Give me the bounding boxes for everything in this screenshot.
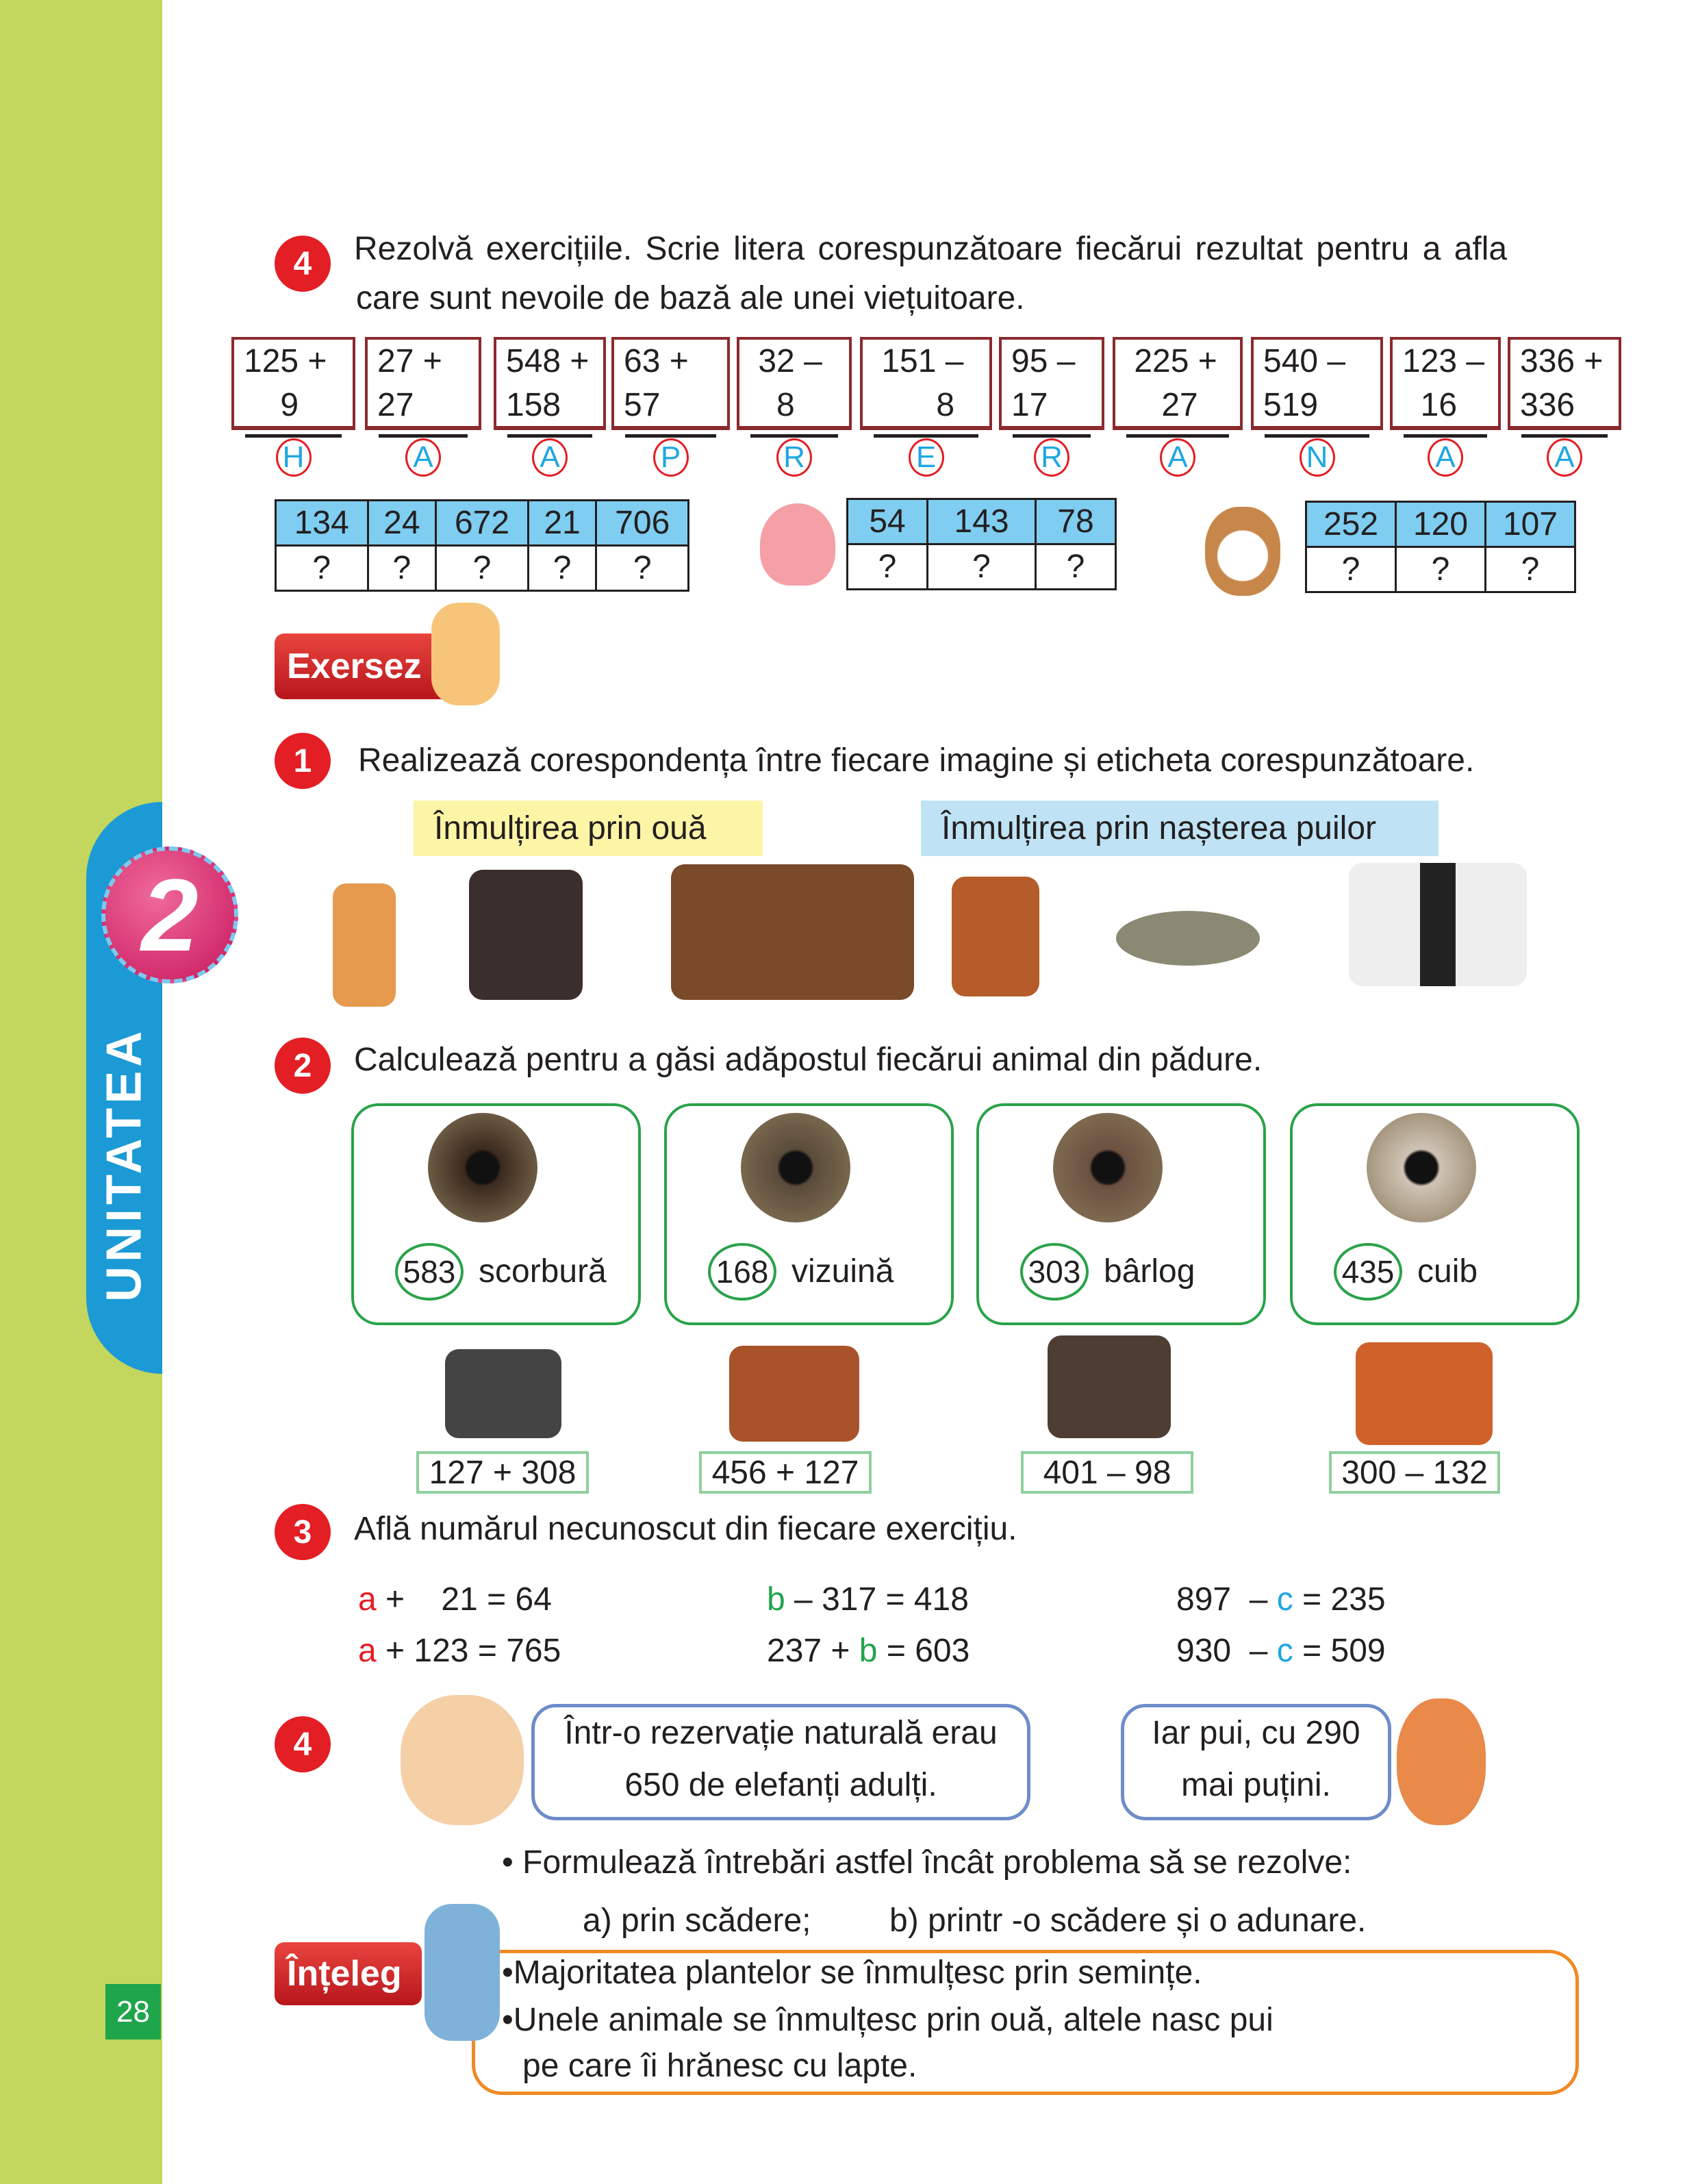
equation-text: 897 –: [1176, 1581, 1277, 1618]
summary-line: •Majoritatea plantelor se înmulțesc prin semințe.: [502, 1955, 1202, 1991]
exercise-box: [231, 337, 355, 430]
exercise-box: [494, 337, 606, 430]
shelter-card[interactable]: [664, 1103, 954, 1325]
unknown-variable: a: [358, 1633, 377, 1669]
unit-number: 2: [101, 846, 238, 983]
fox-image: [1356, 1342, 1493, 1445]
answer-table: [846, 498, 1117, 590]
speech-bubble-girl: [531, 1704, 1030, 1820]
summary-line: pe care îi hrănesc cu lapte.: [522, 2048, 917, 2084]
exercise-badge: 1: [275, 733, 331, 789]
bear-image: [1048, 1335, 1171, 1438]
shelter-number: 303: [1020, 1243, 1089, 1301]
table-cell: 134: [276, 501, 368, 546]
table-cell: 107: [1486, 502, 1575, 547]
table-row: [1306, 502, 1575, 547]
table-cell: 78: [1035, 499, 1115, 544]
exercise-bottom: 8: [749, 387, 795, 423]
answer-line[interactable]: [1265, 434, 1369, 438]
exercise-box: [1251, 337, 1383, 430]
letter-circle: E: [909, 438, 944, 477]
exercise-bottom: 17: [1011, 387, 1048, 423]
equation-text: = 235: [1293, 1581, 1386, 1618]
answer-line[interactable]: [625, 434, 716, 438]
unknown-variable: b: [767, 1581, 785, 1618]
table-row: [276, 501, 689, 546]
bubble-text: Într-o rezervație naturală erau: [564, 1715, 998, 1751]
child-writing-image: [431, 603, 500, 705]
instruction-text: Află numărul necunoscut din fiecare exercițiu.: [354, 1511, 1017, 1547]
equation-text: 930 –: [1176, 1633, 1277, 1669]
cat-image[interactable]: [333, 883, 396, 1007]
shelter-number: 583: [395, 1243, 464, 1301]
answer-cell[interactable]: ?: [368, 546, 436, 591]
speech-bubble-boy: [1121, 1704, 1391, 1820]
table-row: [848, 544, 1116, 590]
letter-circle: A: [1428, 438, 1463, 477]
label-eggs[interactable]: Înmulțirea prin ouă: [414, 801, 763, 856]
bubble-text: mai puțini.: [1181, 1767, 1331, 1803]
instruction-text: care sunt nevoile de bază ale unei viețuitoare.: [356, 280, 1025, 316]
table-row: [1306, 547, 1575, 592]
exercise-top: 125 +: [244, 343, 327, 379]
table-cell: 706: [596, 501, 689, 546]
equation: [358, 1632, 561, 1670]
letter-circle: H: [276, 438, 312, 477]
letter-circle: A: [532, 438, 568, 477]
letter-circle: P: [653, 438, 689, 477]
answer-cell[interactable]: ?: [596, 546, 689, 591]
answer-cell[interactable]: ?: [1396, 547, 1486, 592]
exercise-box: [365, 337, 481, 430]
letter-circle: R: [776, 438, 812, 477]
expression-box: 300 – 132: [1329, 1451, 1500, 1494]
squirrel-image: [729, 1346, 859, 1442]
pig-image: [760, 503, 835, 586]
table-cell: 24: [368, 501, 436, 546]
answer-line[interactable]: [1126, 434, 1229, 438]
exercise-box: [611, 337, 730, 430]
exercise-top: 32 –: [749, 343, 822, 379]
instruction-text: Realizează corespondența între fiecare imagine și eticheta corespunzătoare.: [358, 742, 1475, 779]
task-text: • Formulează întrebări astfel încât problema să se rezolve:: [502, 1844, 1352, 1881]
inteleg-header: Înțeleg: [275, 1942, 422, 2005]
task-b: b) printr -o scădere și o adunare.: [889, 1903, 1367, 1939]
exercise-bottom: 16: [1402, 387, 1458, 423]
expression-box: 456 + 127: [699, 1451, 872, 1494]
equation: [767, 1581, 969, 1618]
letter-circle: A: [1160, 438, 1195, 477]
exercise-top: 123 –: [1402, 343, 1485, 379]
letter-circle: N: [1300, 438, 1335, 477]
hen-image[interactable]: [952, 877, 1039, 996]
equation: [1176, 1581, 1386, 1618]
exercise-bottom: 336: [1520, 387, 1575, 423]
exercise-box: [1508, 337, 1621, 430]
exercise-badge: 4: [275, 236, 331, 292]
exercise-bottom: 519: [1263, 387, 1319, 423]
shelter-photo: [428, 1113, 537, 1222]
unknown-variable: b: [859, 1633, 878, 1669]
table-cell: 252: [1306, 502, 1396, 547]
table-cell: 54: [848, 499, 928, 544]
shelter-card[interactable]: [976, 1103, 1266, 1325]
exercise-top: 151 –: [872, 343, 964, 379]
equation: [1176, 1632, 1386, 1670]
equation-text: + 21 = 64: [376, 1581, 552, 1618]
table-row: [276, 546, 689, 591]
unit-label: UNITATEA: [97, 1027, 152, 1302]
turkey-image[interactable]: [469, 870, 583, 1000]
shelter-card[interactable]: [351, 1103, 641, 1325]
task-a: a) prin scădere;: [583, 1903, 811, 1939]
instruction-text: Calculează pentru a găsi adăpostul fiecărui animal din pădure.: [354, 1042, 1263, 1078]
shelter-name: bârlog: [1104, 1253, 1195, 1290]
exersez-header: Exersez: [275, 633, 480, 699]
equation: [767, 1632, 970, 1670]
bubble-text: Iar pui, cu 290: [1152, 1715, 1360, 1751]
answer-line[interactable]: [1521, 434, 1608, 438]
answer-cell[interactable]: ?: [928, 544, 1036, 590]
goat-image[interactable]: [1349, 863, 1527, 986]
shelter-number: 435: [1334, 1243, 1402, 1301]
woodpecker-image: [445, 1349, 561, 1438]
exercise-top: 225 +: [1125, 343, 1217, 379]
exercise-box: [860, 337, 992, 430]
exercise-box: [1113, 337, 1243, 430]
equation: [358, 1581, 552, 1618]
shelter-photo: [1367, 1113, 1476, 1222]
exercise-bottom: 27: [377, 387, 414, 423]
label-birth[interactable]: Înmulțirea prin nașterea puilor: [921, 801, 1439, 856]
boy-image: [1397, 1698, 1486, 1825]
expression-box: 401 – 98: [1021, 1451, 1193, 1494]
answer-cell[interactable]: ?: [1486, 547, 1575, 592]
table-row: [848, 499, 1116, 544]
letter-circle: A: [1547, 438, 1582, 477]
shelter-name: cuib: [1417, 1253, 1478, 1290]
shelter-name: vizuină: [791, 1253, 894, 1290]
shelter-card[interactable]: [1290, 1103, 1580, 1325]
bubble-text: 650 de elefanți adulți.: [624, 1767, 937, 1803]
exercise-bottom: 8: [872, 387, 955, 423]
expression-box: 127 + 308: [416, 1451, 589, 1494]
answer-cell[interactable]: ?: [1035, 544, 1115, 590]
exercise-top: 548 +: [506, 343, 590, 379]
answer-line[interactable]: [507, 434, 592, 438]
exercise-top: 27 +: [377, 343, 442, 379]
table-cell: 21: [528, 501, 596, 546]
answer-line[interactable]: [1013, 434, 1091, 438]
exercise-bottom: 158: [506, 387, 561, 423]
answer-table: [1305, 501, 1576, 593]
horse-image[interactable]: [671, 864, 914, 1000]
exercise-badge: 4: [275, 1716, 331, 1772]
exercise-top: 95 –: [1011, 343, 1076, 379]
equation-text: = 509: [1293, 1633, 1386, 1669]
answer-cell[interactable]: ?: [436, 546, 529, 591]
unknown-variable: a: [358, 1581, 377, 1618]
letter-circle: A: [405, 438, 441, 477]
exercise-bottom: 57: [624, 387, 661, 423]
answer-cell[interactable]: ?: [528, 546, 596, 591]
answer-cell[interactable]: ?: [848, 544, 928, 590]
letter-circle: R: [1034, 438, 1069, 477]
exercise-top: 336 +: [1520, 343, 1604, 379]
shelter-photo: [1053, 1113, 1163, 1222]
fish-image[interactable]: [1116, 911, 1260, 966]
answer-line[interactable]: [245, 434, 342, 438]
answer-table: [275, 499, 689, 592]
unknown-variable: c: [1276, 1633, 1293, 1669]
exercise-box: [999, 337, 1104, 430]
child-reading-image: [424, 1904, 500, 2041]
exercise-box: [1390, 337, 1501, 430]
answer-line[interactable]: [874, 434, 978, 438]
answer-line[interactable]: [379, 434, 468, 438]
exercise-box: [737, 337, 852, 430]
shelter-name: scorbură: [479, 1253, 607, 1290]
exercise-badge: 3: [275, 1504, 331, 1560]
exercise-bottom: 27: [1125, 387, 1198, 423]
table-cell: 120: [1396, 502, 1486, 547]
unknown-variable: c: [1276, 1581, 1293, 1618]
exercise-bottom: 9: [244, 387, 299, 423]
equation-text: 237 +: [767, 1633, 859, 1669]
exercise-top: 540 –: [1263, 343, 1346, 379]
exercise-badge: 2: [275, 1038, 331, 1094]
answer-line[interactable]: [750, 434, 838, 438]
table-cell: 143: [928, 499, 1036, 544]
dog-image: [1205, 507, 1280, 596]
equation-text: + 123 = 765: [376, 1633, 561, 1669]
shelter-number: 168: [708, 1243, 776, 1301]
answer-line[interactable]: [1404, 434, 1487, 438]
equation-text: – 317 = 418: [785, 1581, 969, 1618]
summary-line: •Unele animale se înmulțesc prin ouă, altele nasc pui: [502, 2002, 1274, 2038]
table-cell: 672: [436, 501, 529, 546]
answer-cell[interactable]: ?: [276, 546, 368, 591]
instruction-text: Rezolvă exercițiile. Scrie litera corespunzătoare fiecărui rezultat pentru a afla: [354, 231, 1508, 267]
exercise-top: 63 +: [624, 343, 689, 379]
girl-image: [401, 1695, 524, 1825]
equation-text: = 603: [877, 1633, 970, 1669]
shelter-photo: [741, 1113, 850, 1222]
answer-cell[interactable]: ?: [1306, 547, 1396, 592]
page-number: 28: [105, 1984, 161, 2039]
